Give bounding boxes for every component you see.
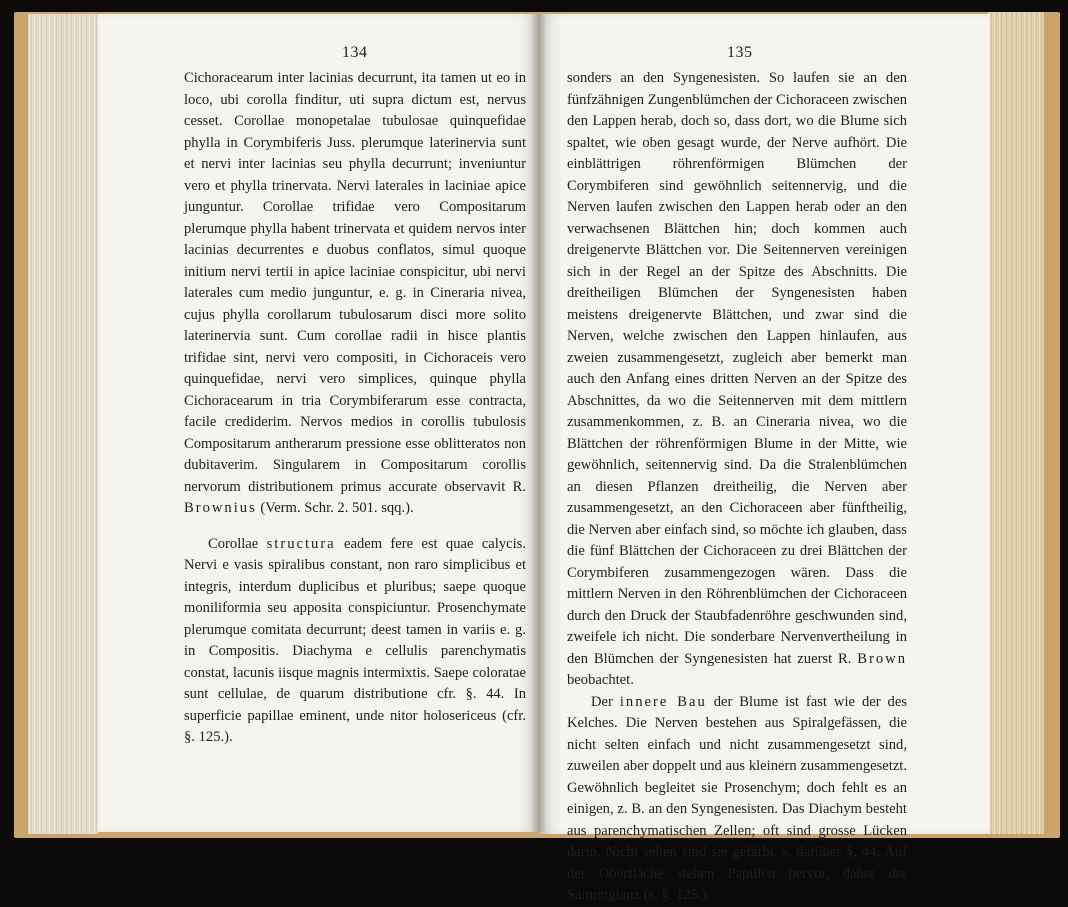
left-paragraph-2	[184, 534, 526, 749]
left-author-name: Brownius	[184, 500, 257, 516]
left-paragraph-1-body: Cichoracearum inter lacinias decurrunt, ita tamen ut eo in loco, ubi corolla finditur, uti supra dictum est, nervus cesset. Corollae monopetalae tubulosae quinquefidae phylla in Corymbiferis Juss. plerumque laterinervia sunt et nervi inter lacinias seu phylla decurrunt; inveniuntur vero et phylla trinervata. Nervi laterales in laciniae apice junguntur. Corollae trifidae vero Compositarum plerumque phylla habent trinervata et quidem nervos inter lacinias decurrentes e duobus conflatos, simul quoque initium nervi tertii in apice laciniae conspicitur, ubi nervi laterales cum medio junguntur, e. g. in Cineraria nivea, cujus phylla corollarum tubulosarum disci more solito laterinervia sunt. Cum corollae radii in hisce plantis trifidae sint, nervi vero compositi, in Cichoraceis vero quinquefidae, nervi vero simplices, quinque phylla Cichoracearum in tria Corymbiferarum esse contracta, facile crediderim. Nervos medios in corollis tubulosis Compositarum antherarum pressione esse oblitteratos non dubitaverim. Singularem in Compositarum corollis nervorum distributionem primus accurate observavit R.	[184, 70, 526, 495]
left-page-text	[184, 68, 526, 749]
right-paragraph-2-body: der Blume ist fast wie der des Kelches. Die Nerven bestehen aus Spiralgefässen, die nicht selten einfach und nicht zusammengesetzt sind, zuweilen aber doppelt und aus kleinern zusammengesetzt. Gewöhnlich begleitet sie Prosenchym; doch fehlt es an einigen, z. B. an den Syngenesisten. Das Diachym besteht aus parenchymatischen Zellen; oft sind grosse Lücken darin. Nicht selten sind sie gefärbt, s. darüber §. 44. Auf der Oberfläche stehen Papillen hervor, daher der Sammtglanz (s. §. 125.).	[567, 693, 907, 903]
right-paragraph-2-emphasis: innere Bau	[619, 693, 707, 710]
book-gutter	[532, 14, 546, 832]
right-paragraph-1-end: beobachtet.	[567, 672, 634, 688]
left-page-edges	[28, 14, 98, 834]
right-paragraph-1-body: sonders an den Syngenesisten. So laufen sie an den fünfzähnigen Zungenblümchen der Cichoraceen zwischen den Lappen herab, doch so, dass dort, wo die Blume sich spaltet, wie oben gesagt wurde, der Nerve aufhört. Die einblättrigen röhrenförmigen Blümchen der Corymbiferen sind gewöhnlich seitennervig, und die Nerven laufen zwischen den Lappen herab oder an den verwachsenen Blättchen hin; doch kommen auch dreigenervte Blättchen vor. Die Seitennerven vereinigen sich in der Regel an der Spitze des Abschnitts. Die dreitheiligen Blümchen der Syngenesisten haben meistens dreigenervte Blättchen, und zwar sind die Nerven, welche zwischen den Lappen hinlaufen, aus zweien zusammengesetzt, zugleich aber bemerkt man auch den Anfang eines dritten Nerven an der Spitze des Abschnittes, da wo die Seitennerven mit dem mittlern zusammenkommen, z. B. an Cineraria nivea, wo die Blättchen der röhrenförmigen Blume in der Mitte, wie gewöhnlich, seitennervig sind. Da die Stralenblümchen an diesen Pflanzen dreitheilig, die Nerven aber zusammengesetzt, an den Cichoraceen aber fünftheilig, die Nerven aber einfach sind, so möchte ich glauben, dass die fünf Blättchen der Cichoraceen zu drei Blättchen der Corymbiferen zusammengezogen wären. Dass die mittlern Nerven in den Röhrenblümchen der Cichoraceen durch den Druck der Staubfadenröhre geschwunden sind, zweifele ich nicht. Die sonderbare Nervenvertheilung in den Blümchen der Syngenesisten hat zuerst R.	[567, 70, 907, 667]
right-author-name: Brown	[857, 650, 907, 667]
left-paragraph-2-start: Corollae	[208, 535, 259, 552]
right-page-text	[567, 68, 907, 907]
left-paragraph-2-emphasis: structura	[266, 535, 336, 552]
right-paragraph-1	[567, 68, 907, 692]
left-paragraph-1	[184, 68, 526, 520]
left-paragraph-2-body: eadem fere est quae calycis. Nervi e vasis spiralibus constant, non raro simplicibus et integris, interdum duplicibus et pluribus; saepe quoque moniliformia seu apposita conspiciuntur. Prosenchymate plerumque comitata decurrunt; deest tamen in variis e. g. in Compositis. Diachyma e cellulis parenchymatis constat, lacunis iisque magnis intermixtis. Saepe coloratae sunt cellulae, de quarum distributione cfr. §. 44. In superficie papillae eminent, unde nitor holosericeus (cfr. §. 125.).	[184, 535, 526, 745]
left-paragraph-1-end: (Verm. Schr. 2. 501. sqq.).	[260, 500, 414, 516]
right-page-edges	[988, 12, 1044, 834]
right-paragraph-2	[567, 692, 907, 907]
right-paragraph-2-start: Der	[591, 693, 613, 710]
left-page-number: 134	[342, 44, 368, 61]
right-page-number: 135	[727, 44, 753, 61]
